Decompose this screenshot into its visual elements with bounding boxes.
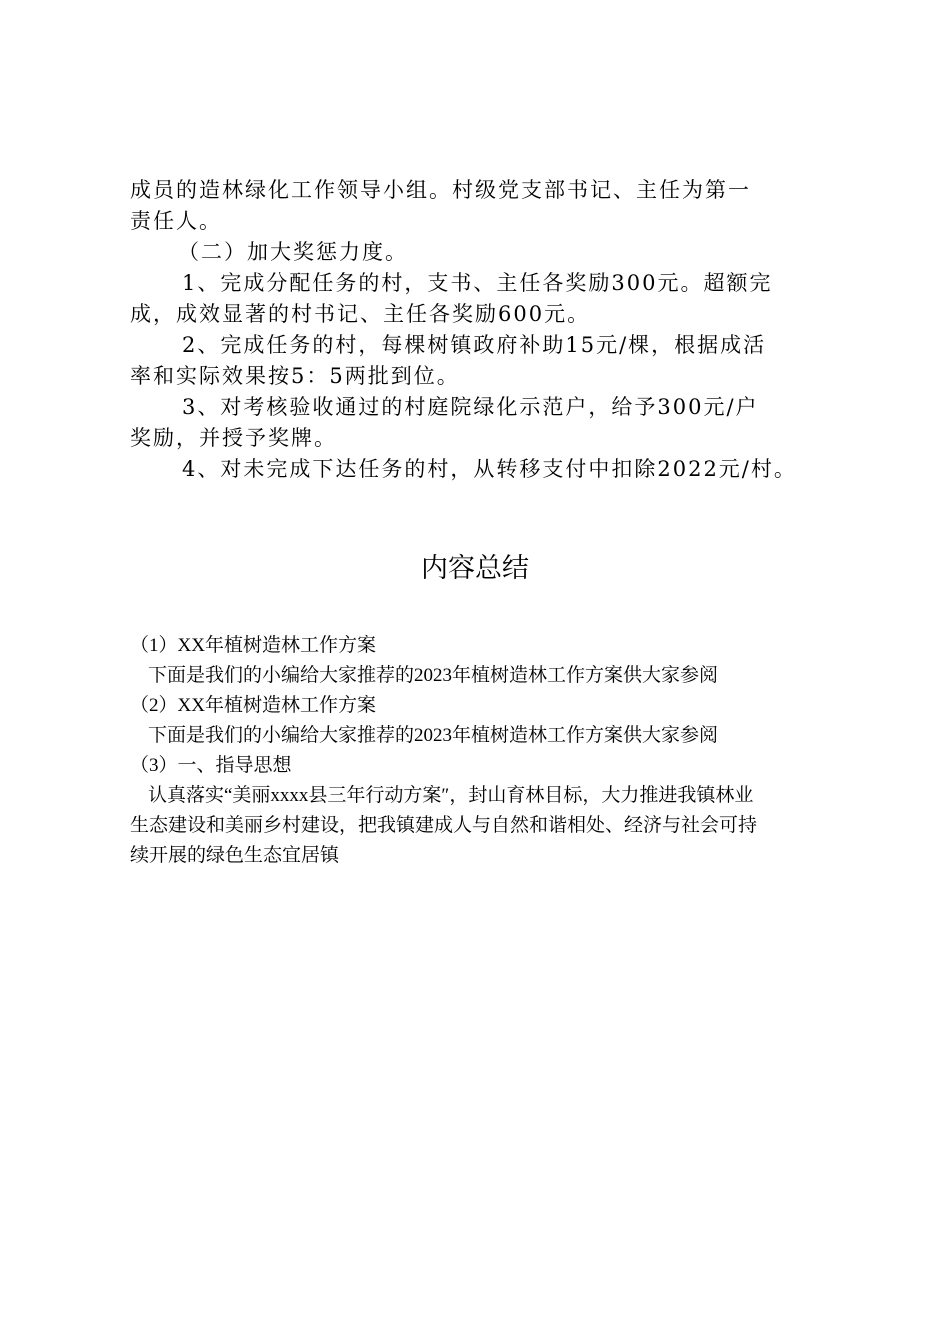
- summary-item-text-continued: 生态建设和美丽乡村建设，把我镇建成人与自然和谐相处、经济与社会可持: [130, 815, 758, 836]
- summary-item-text: 下面是我们的小编给大家推荐的2023年植树造林工作方案供大家参阅: [148, 725, 719, 746]
- document-body: [130, 175, 840, 485]
- summary-list: [130, 631, 850, 871]
- body-line: 成，成效显著的村书记、主任各奖励600元。: [130, 302, 591, 326]
- body-line: 责任人。: [130, 209, 222, 233]
- summary-item-heading: （3）一、指导思想: [130, 755, 292, 776]
- body-line: 4、对未完成下达任务的村，从转移支付中扣除2022元/村。: [182, 457, 797, 481]
- summary-item-heading: （2）XX年植树造林工作方案: [130, 695, 376, 716]
- body-line: 2、完成任务的村，每棵树镇政府补助15元/棵，根据成活: [182, 333, 767, 357]
- summary-item-text: 下面是我们的小编给大家推荐的2023年植树造林工作方案供大家参阅: [148, 665, 719, 686]
- body-line: 3、对考核验收通过的村庭院绿化示范户，给予300元/户: [182, 395, 759, 419]
- summary-item-text: 认真落实“美丽xxxx县三年行动方案″，封山育林目标，大力推进我镇林业: [148, 785, 754, 806]
- summary-item-heading: （1）XX年植树造林工作方案: [130, 635, 376, 656]
- summary-item-text-continued: 续开展的绿色生态宜居镇: [130, 845, 340, 866]
- summary-title: 内容总结: [421, 553, 529, 584]
- section-heading: （二）加大奖惩力度。: [178, 240, 408, 264]
- body-line: 成员的造林绿化工作领导小组。村级党支部书记、主任为第一: [130, 178, 751, 202]
- body-line: 1、完成分配任务的村，支书、主任各奖励300元。超额完: [182, 271, 773, 295]
- body-line: 率和实际效果按5：5两批到位。: [130, 364, 460, 388]
- body-line: 奖励，并授予奖牌。: [130, 426, 337, 450]
